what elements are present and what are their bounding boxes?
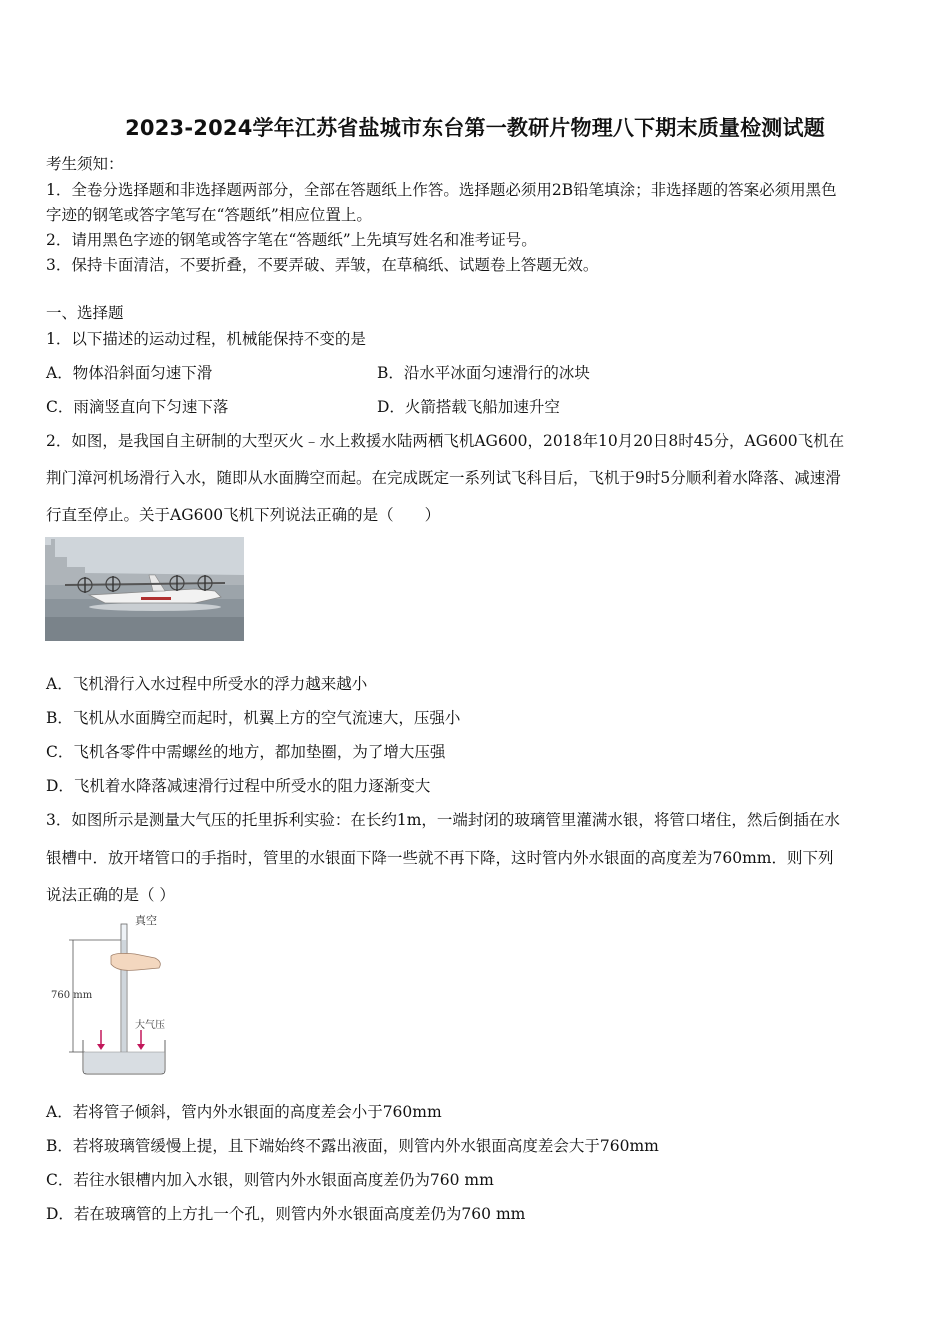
q3-option-d: D．若在玻璃管的上方扎一个孔，则管内外水银面高度差仍为760 mm xyxy=(46,1205,526,1223)
q3-stem-line-2: 银槽中．放开堵管口的手指时，管里的水银面下降一些就不再下降，这时管内外水银面的高度差为760mm．则下列 xyxy=(46,849,834,867)
notice-item-1-line-1: 1．全卷分选择题和非选择题两部分，全部在答题纸上作答。选择题必须用2B铅笔填涂；非选择题的答案必须用黑色 xyxy=(46,181,837,199)
q2-option-c: C．飞机各零件中需螺丝的地方，都加垫圈，为了增大压强 xyxy=(46,743,446,761)
page-title: 2023-2024学年江苏省盐城市东台第一教研片物理八下期末质量检测试题 xyxy=(125,116,825,140)
notice-heading: 考生须知： xyxy=(46,155,124,173)
height-label: 760 mm xyxy=(51,990,93,1001)
q2-option-d: D．飞机着水降落减速滑行过程中所受水的阻力逐渐变大 xyxy=(46,777,431,795)
q2-stem-line-3: 行直至停止。关于AG600飞机下列说法正确的是（ ） xyxy=(46,506,441,524)
q3-stem-line-3: 说法正确的是（ ） xyxy=(46,886,175,904)
q1-stem: 1．以下描述的运动过程，机械能保持不变的是 xyxy=(46,330,366,348)
section-heading: 一、选择题 xyxy=(46,304,124,322)
seaplane-photo xyxy=(45,537,244,641)
q3-stem-line-1: 3．如图所示是测量大气压的托里拆利实验：在长约1m，一端封闭的玻璃管里灌满水银，将管口堵住，然后倒插在水 xyxy=(46,811,840,829)
q1-option-a: A．物体沿斜面匀速下滑 xyxy=(46,364,213,382)
notice-item-3: 3．保持卡面清洁，不要折叠，不要弄破、弄皱，在草稿纸、试题卷上答题无效。 xyxy=(46,256,599,274)
q3-option-a: A．若将管子倾斜，管内外水银面的高度差会小于760mm xyxy=(46,1103,442,1121)
notice-item-1-line-2: 字迹的钢笔或答字笔写在“答题纸”相应位置上。 xyxy=(46,206,372,224)
q1-option-d: D．火箭搭载飞船加速升空 xyxy=(377,398,560,416)
q2-stem-line-2: 荆门漳河机场滑行入水，随即从水面腾空而起。在完成既定一系列试飞科目后，飞机于9时5分顺利着水降落、减速滑 xyxy=(46,469,841,487)
q2-stem-line-1: 2．如图，是我国自主研制的大型灭火﹣水上救援水陆两栖飞机AG600，2018年10月20日8时45分，AG600飞机在 xyxy=(46,432,845,450)
vacuum-label: 真空 xyxy=(135,914,157,927)
q1-option-c: C．雨滴竖直向下匀速下落 xyxy=(46,398,229,416)
torricelli-diagram xyxy=(45,912,195,1082)
pressure-label: 大气压 xyxy=(135,1020,165,1031)
notice-item-2: 2．请用黑色字迹的钢笔或答字笔在“答题纸”上先填写姓名和准考证号。 xyxy=(46,231,537,249)
q2-option-a: A．飞机滑行入水过程中所受水的浮力越来越小 xyxy=(46,675,368,693)
q1-option-b: B．沿水平冰面匀速滑行的冰块 xyxy=(377,364,590,382)
q3-option-c: C．若往水银槽内加入水银，则管内外水银面高度差仍为760 mm xyxy=(46,1171,494,1189)
q3-option-b: B．若将玻璃管缓慢上提，且下端始终不露出液面，则管内外水银面高度差会大于760mm xyxy=(46,1137,659,1155)
q2-option-b: B．飞机从水面腾空而起时，机翼上方的空气流速大，压强小 xyxy=(46,709,461,727)
